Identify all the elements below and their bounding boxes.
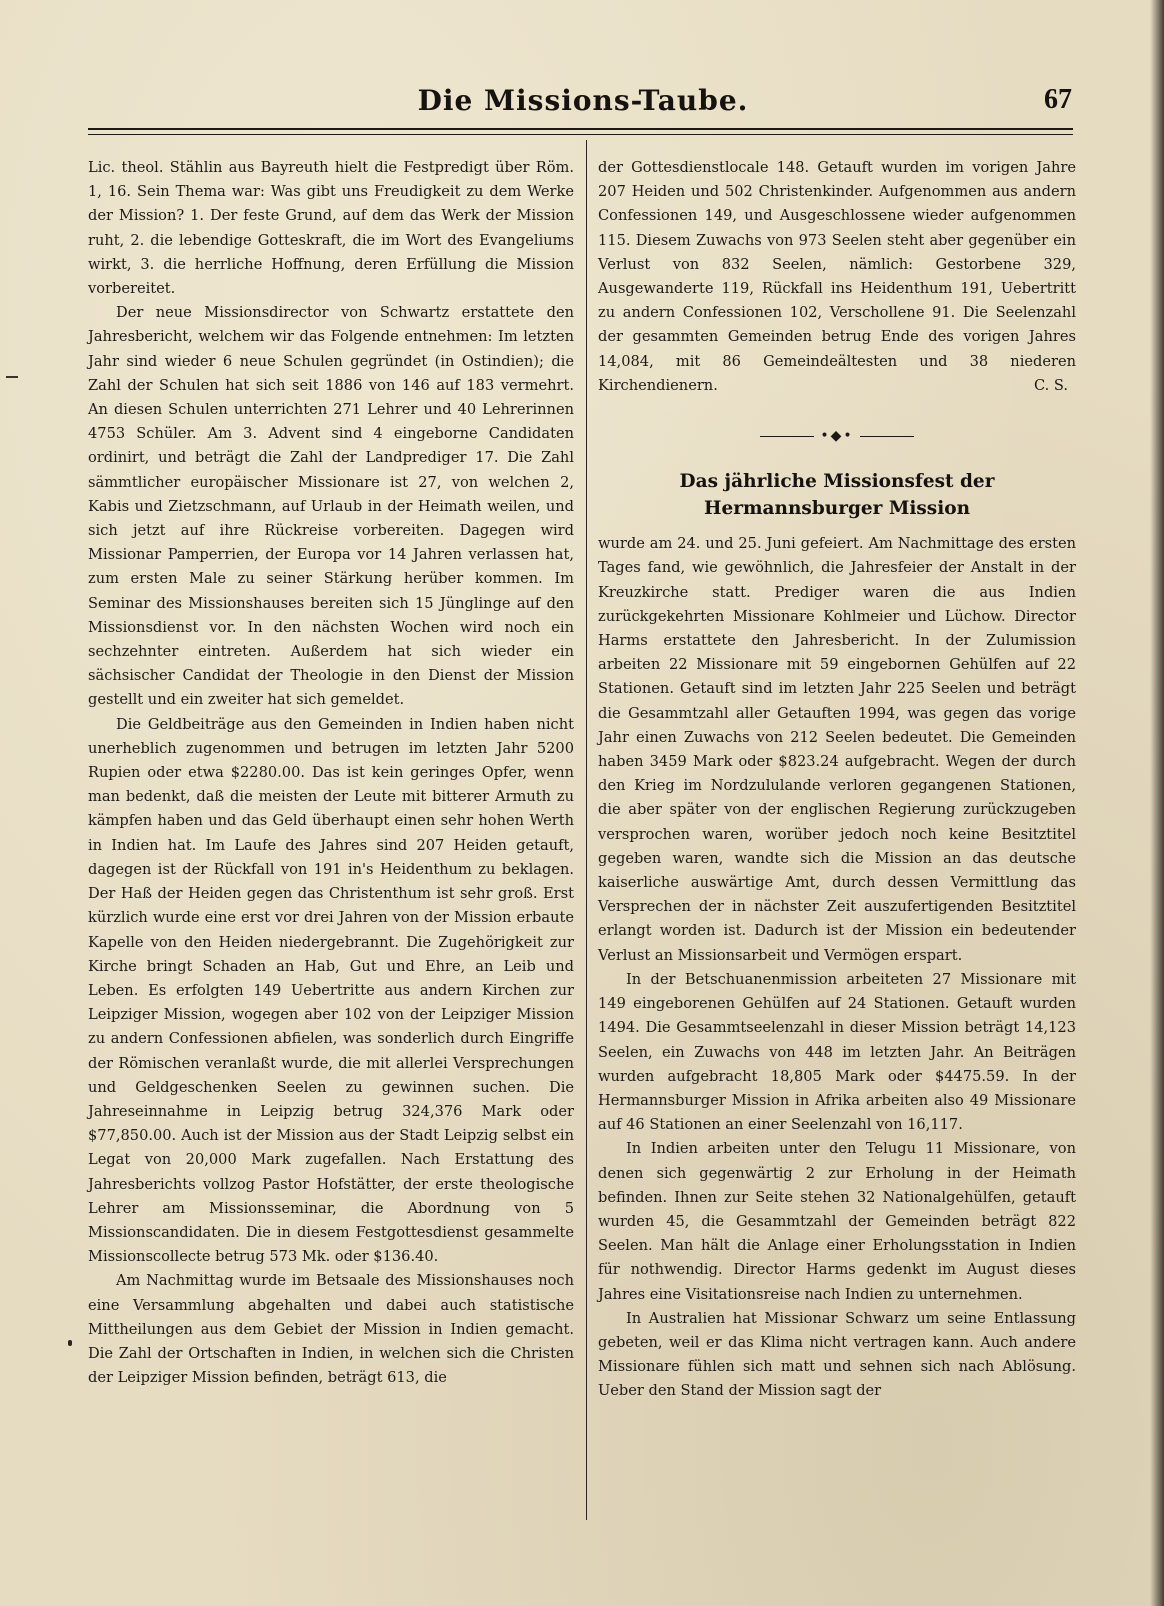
- ink-dot: [68, 1340, 72, 1346]
- paragraph: [598, 156, 1076, 398]
- paragraph: Der neue Missionsdirector von Schwartz erstattete den Jahresbericht, welchem wir das Folgende entnehmen: Im letzten Jahr sind wieder 6 neue Schulen gegründet (in Ostindien); die Zahl der Schulen hat sich seit 1886 von 146 auf 183 vermehrt. An diesen Schulen unterrichten 271 Lehrer und 40 Lehrerinnen 4753 Schüler. Am 3. Advent sind 4 eingeborne Candidaten ordinirt, und beträgt die Zahl der Landprediger 17. Die Zahl sämmtlicher europäischer Missionare ist 27, von welchen 2, Kabis und Zietzschmann, auf Urlaub in der Heimath weilen, und sich jetzt auf ihre Rückreise vorbereiten. Dagegen wird Missionar Pamperrien, der Europa vor 14 Jahren verlassen hat, zum ersten Male zu seiner Stärkung herüber kommen. Im Seminar des Missionshauses bereiten sich 15 Jünglinge auf den Missionsdienst vor. In den nächsten Wochen wird noch ein sechzehnter eintreten. Außerdem hat sich wieder ein sächsischer Candidat der Theologie in den Dienst der Mission gestellt und ein zweiter hat sich gemeldet.: [88, 304, 574, 709]
- journal-title: Die Missions-Taube.: [417, 84, 749, 117]
- paragraph: In Australien hat Missionar Schwarz um seine Entlassung gebeten, weil er das Klima nicht vertragen kann. Auch andere Missionare fühlen sich matt und sehnen sich nach Ablösung. Ueber den Stand der Mission sagt der: [598, 1309, 1076, 1400]
- paragraph: In der Betschuanenmission arbeiteten 27 Missionare mit 149 eingeborenen Gehülfen auf 24 Stationen. Getauft wurden 1494. Die Gesammtseelenzahl in dieser Mission beträgt 14,123 Seelen, ein Zuwachs von 448 im letzten Jahr. An Beiträgen wurden aufgebracht 18,805 Mark oder $4475.59. In der Hermannsburger Mission in Afrika arbeiten also 49 Missionare auf 46 Stationen an einer Seelenzahl von 16,117.: [598, 970, 1076, 1134]
- header-rule: [88, 128, 1073, 130]
- page-edge-shadow: [1150, 0, 1164, 1606]
- header-rule-thin: [88, 134, 1073, 135]
- paragraph: In Indien arbeiten unter den Telugu 11 Missionare, von denen sich gegenwärtig 2 zur Erholung in der Heimath befinden. Ihnen zur Seite stehen 32 Nationalgehülfen, getauft wurden 45, die Gesammtzahl der Gemeinden beträgt 822 Seelen. Man hält die Anlage einer Erholungsstation in Indien für nothwendig. Director Harms gedenkt im August dieses Jahres eine Visitationsreise nach Indien zu unternehmen.: [598, 1140, 1076, 1303]
- paragraph-text: der Gottesdienstlocale 148. Getauft wurden im vorigen Jahre 207 Heiden und 502 Christenkinder. Aufgenommen aus andern Confessionen 149, und Ausgeschlossene wieder aufgenommen 115. Diesem Zuwachs von 973 Seelen steht aber gegenüber ein Verlust von 832 Seelen, nämlich: Gestorbene 329, Ausgewanderte 119, Rückfall ins Heidenthum 191, Uebertritt zu andern Confessionen 102, Verschollene 91. Die Seelenzahl der gesammten Gemeinden betrug Ende des vorigen Jahres 14,084, mit 86 Gemeindeältesten und 38 niederen Kirchendienern.: [598, 159, 1076, 394]
- column-divider: [586, 140, 587, 1520]
- paragraph: Lic. theol. Stählin aus Bayreuth hielt die Festpredigt über Röm. 1, 16. Sein Thema war: Was gibt uns Freudigkeit zu dem Werke der Mission? 1. Der feste Grund, auf dem das Werk der Mission ruht, 2. die lebendige Gotteskraft, die im Wort des Evangeliums wirkt, 3. die herrliche Hoffnung, deren Erfüllung die Mission vorbereitet.: [88, 159, 574, 298]
- section-ornament: •◆•: [598, 424, 1076, 448]
- paragraph: Am Nachmittag wurde im Betsaale des Missionshauses noch eine Versammlung abgehalten und dabei auch statistische Mittheilungen aus dem Gebiet der Mission in Indien gemacht. Die Zahl der Ortschaften in Indien, in welchen sich die Christen der Leipziger Mission befinden, beträgt 613, die: [88, 1272, 574, 1387]
- left-column: [88, 156, 574, 1390]
- paragraph: Die Geldbeiträge aus den Gemeinden in Indien haben nicht unerheblich zugenommen und betrugen im letzten Jahr 5200 Rupien oder etwa $2280.00. Das ist kein geringes Opfer, wenn man bedenkt, daß die meisten der Leute mit bitterer Armuth zu kämpfen haben und das Geld überhaupt einen sehr hohen Werth in Indien hat. Im Laufe des Jahres sind 207 Heiden getauft, dagegen ist der Rückfall von 191 in's Heidenthum zu beklagen. Der Haß der Heiden gegen das Christenthum ist sehr groß. Erst kürzlich wurde eine erst vor drei Jahren von der Mission erbaute Kapelle von den Heiden niedergebrannt. Die Zugehörigkeit zur Kirche bringt Schaden an Hab, Gut und Ehre, an Leib und Leben. Es erfolgten 149 Uebertritte aus andern Kirchen zur Leipziger Mission, wogegen aber 102 von der Leipziger Mission zu andern Confessionen abfielen, was sonderlich durch Eingriffe der Römischen veranlaßt wurde, die mit allerlei Versprechungen und Geldgeschenken Seelen zu gewinnen suchen. Die Jahreseinnahme in Leipzig betrug 324,376 Mark oder $77,850.00. Auch ist der Mission aus der Stadt Leipzig selbst ein Legat von 20,000 Mark zugefallen. Nach Erstattung des Jahresberichts vollzog Pastor Hofstätter, der erste theologische Lehrer am Missionsseminar, die Abordnung von 5 Missionscandidaten. Die in diesem Festgottesdienst gesammelte Missionscollecte betrug 573 Mk. oder $136.40.: [88, 715, 574, 1266]
- margin-mark: [6, 376, 18, 378]
- paragraph: wurde am 24. und 25. Juni gefeiert. Am Nachmittage des ersten Tages fand, wie gewöhnlich, die Jahresfeier der Anstalt in der Kreuzkirche statt. Prediger waren die aus Indien zurückgekehrten Missionare Kohlmeier und Lüchow. Director Harms erstattete den Jahresbericht. In der Zulumission arbeiten 22 Missionare mit 59 eingebornen Gehülfen auf 22 Stationen. Getauft sind im letzten Jahr 225 Seelen und beträgt die Gesammtzahl aller Getauften 1994, was gegen das vorige Jahr einen Zuwachs von 212 Seelen bedeutet. Die Gemeinden haben 3459 Mark oder $823.24 aufgebracht. Wegen der durch den Krieg im Nordzululande verloren gegangenen Stationen, die aber später von der englischen Regierung zurückzugeben versprochen waren, worüber jedoch noch keine Besitztitel gegeben waren, wandte sich die Mission an das deutsche kaiserliche auswärtige Amt, durch dessen Vermittlung das Versprechen der in nächster Zeit auszufertigenden Besitztitel erlangt worden ist. Dadurch ist der Mission ein bedeutender Verlust an Missionsarbeit und Vermögen erspart.: [598, 535, 1076, 964]
- page-number: 67: [1044, 84, 1072, 115]
- section-title: Das jährliche Missionsfest der Hermannsburger Mission: [679, 471, 995, 520]
- author-signature: C. S.: [1033, 376, 1068, 394]
- page-header: [88, 82, 1078, 122]
- right-column: [598, 156, 1076, 1404]
